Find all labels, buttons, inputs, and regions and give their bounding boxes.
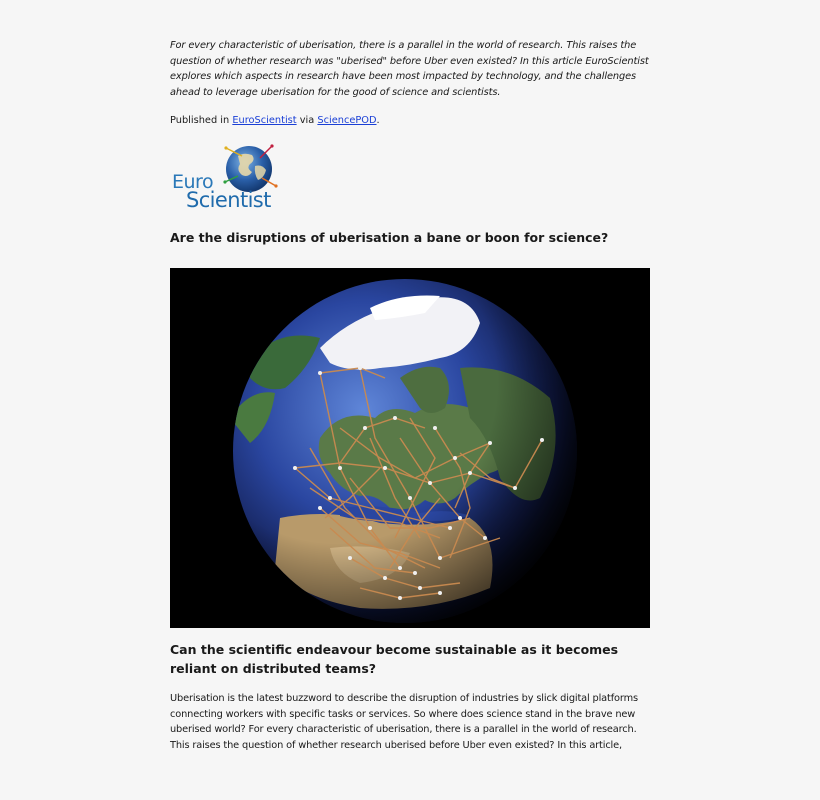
published-line: [170, 114, 650, 128]
published-prefix: Published in: [170, 115, 233, 126]
euroscientist-link[interactable]: EuroScientist: [232, 115, 297, 126]
logo-word-euro: Euro: [172, 171, 214, 193]
heading-sustainable-science: Can the scientific endeavour become sustainable as it becomes reliant on distributed teams?: [170, 642, 619, 676]
intro-paragraph: For every characteristic of uberisation, there is a parallel in the world of research. This raises the question of whether research was "uberised" before Uber even existed? In this article EuroScientist explores which aspects in research have been most impacted by technology, and the challenges ahead to leverage uberisation for the good of science and scientists.: [170, 40, 649, 98]
globe-network-image: [170, 268, 650, 628]
article: [170, 38, 650, 753]
sciencepod-link[interactable]: SciencePOD: [317, 115, 377, 126]
logo-word-scientist: Scientist: [186, 188, 271, 212]
published-middle: via: [296, 115, 318, 126]
published-suffix: .: [376, 115, 380, 126]
euroscientist-logo: [170, 142, 285, 218]
body-paragraph: Uberisation is the latest buzzword to describe the disruption of industries by slick digital platforms connecting workers with specific tasks or services. So where does science stand in the brave new uberised world? For every characteristic of uberisation, there is a parallel in the world of research. This raises the question of whether research uberised before Uber even existed? In this article,: [170, 693, 638, 751]
heading-bane-or-boon: Are the disruptions of uberisation a bane or boon for science?: [170, 230, 609, 245]
